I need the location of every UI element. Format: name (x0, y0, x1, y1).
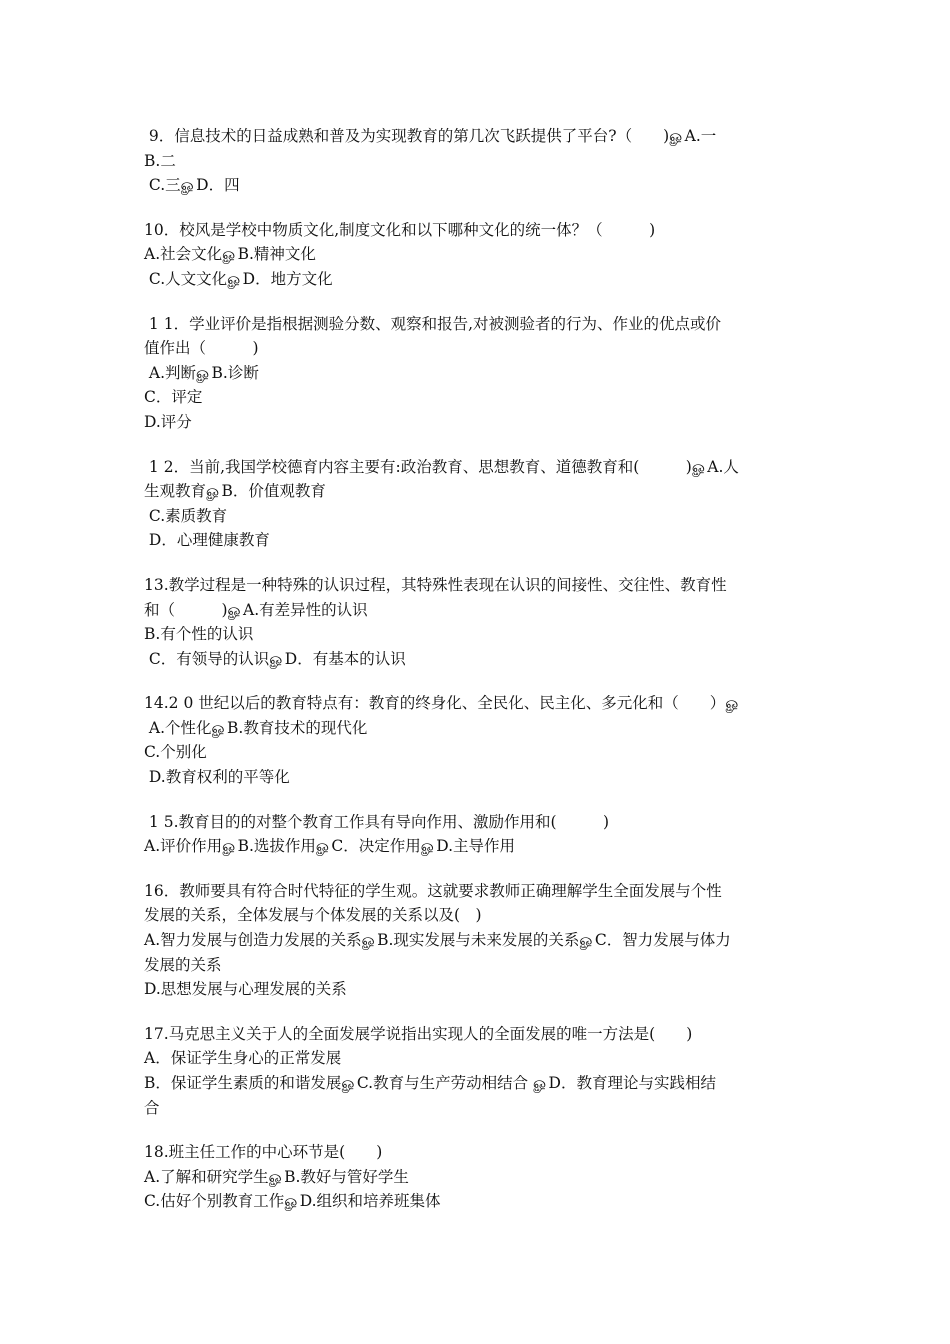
question-line: A．保证学生身心的正常发展 (144, 1049, 342, 1068)
question-block (144, 573, 814, 671)
question-block (144, 124, 814, 198)
question-line: 发展的关系 (144, 955, 222, 974)
question-text: 1 5.教育目的的对整个教育工作具有导向作用、激励作用和( ) (144, 812, 610, 831)
question-text: 18.班主任工作的中心环节是( ) (144, 1143, 383, 1162)
question-block (144, 879, 814, 1002)
question-line: C.素质教育 (144, 506, 228, 525)
question-line: A.评价作用ௐB.选拔作用ௐC．决定作用ௐD.主导作用 (144, 837, 516, 856)
question-line: D.评分 (144, 412, 192, 431)
question-line: C.人文文化ௐD．地方文化 (144, 269, 333, 288)
question-block (144, 218, 814, 292)
question-line: D.思想发展与心理发展的关系 (144, 980, 347, 999)
question-line: C．评定 (144, 388, 203, 407)
question-block (144, 810, 814, 859)
document-page (144, 124, 814, 1234)
question-line: A.判断ௐB.诊断 (144, 363, 259, 382)
question-text: 1 2．当前,我国学校德育内容主要有:政治教育、思想教育、道德教育和( )ௐA.人 (144, 457, 739, 476)
question-block (144, 455, 814, 553)
question-block (144, 1140, 814, 1214)
question-block (144, 1022, 814, 1120)
question-line: B.二 (144, 151, 176, 170)
question-line: 发展的关系，全体发展与个体发展的关系以及( ) (144, 906, 482, 925)
question-line: C.估好个别教育工作ௐD.组织和培养班集体 (144, 1192, 441, 1211)
question-line: C．有领导的认识ௐD．有基本的认识 (144, 649, 406, 668)
question-line: D．心理健康教育 (144, 531, 270, 550)
question-text: 13.教学过程是一种特殊的认识过程，其特殊性表现在认识的间接性、交往性、教育性 (144, 575, 727, 594)
question-line: B.有个性的认识 (144, 625, 254, 644)
question-line: 合 (144, 1098, 160, 1117)
question-text: 1 1．学业评价是指根据测验分数、观察和报告,对被测验者的行为、作业的优点或价 (144, 314, 722, 333)
question-block (144, 312, 814, 435)
question-line: 生观教育ௐB．价值观教育 (144, 482, 326, 501)
question-text: 17.马克思主义关于人的全面发展学说指出实现人的全面发展的唯一方法是( ) (144, 1024, 693, 1043)
question-line: C.三ௐD．四 (144, 176, 240, 195)
question-line: A.了解和研究学生ௐB.教好与管好学生 (144, 1167, 409, 1186)
question-line: 和（ )ௐA.有差异性的认识 (144, 600, 368, 619)
question-text: 16．教师要具有符合时代特征的学生观。这就要求教师正确理解学生全面发展与个性 (144, 881, 722, 900)
question-line: D.教育权利的平等化 (144, 768, 290, 787)
question-line: 值作出（ ) (144, 339, 259, 358)
question-block (144, 691, 814, 789)
question-text: 10．校风是学校中物质文化,制度文化和以下哪种文化的统一体？（ ) (144, 220, 656, 239)
question-text: 9．信息技术的日益成熟和普及为实现教育的第几次飞跃提供了平台?（ )ௐA.一 (144, 127, 717, 145)
question-line: C.个别化 (144, 743, 207, 762)
question-line: A.个性化ௐB.教育技术的现代化 (144, 718, 368, 737)
question-line: A.社会文化ௐB.精神文化 (144, 245, 316, 264)
question-text: 14.2 0 世纪以后的教育特点有：教育的终身化、全民化、民主化、多元化和（ ）ௐ (144, 694, 741, 713)
question-line: B．保证学生素质的和谐发展ௐC.教育与生产劳动相结合 ௐD．教育理论与实践相结 (144, 1074, 716, 1092)
question-line: A.智力发展与创造力发展的关系ௐB.现实发展与未来发展的关系ௐC．智力发展与体力 (144, 931, 731, 950)
